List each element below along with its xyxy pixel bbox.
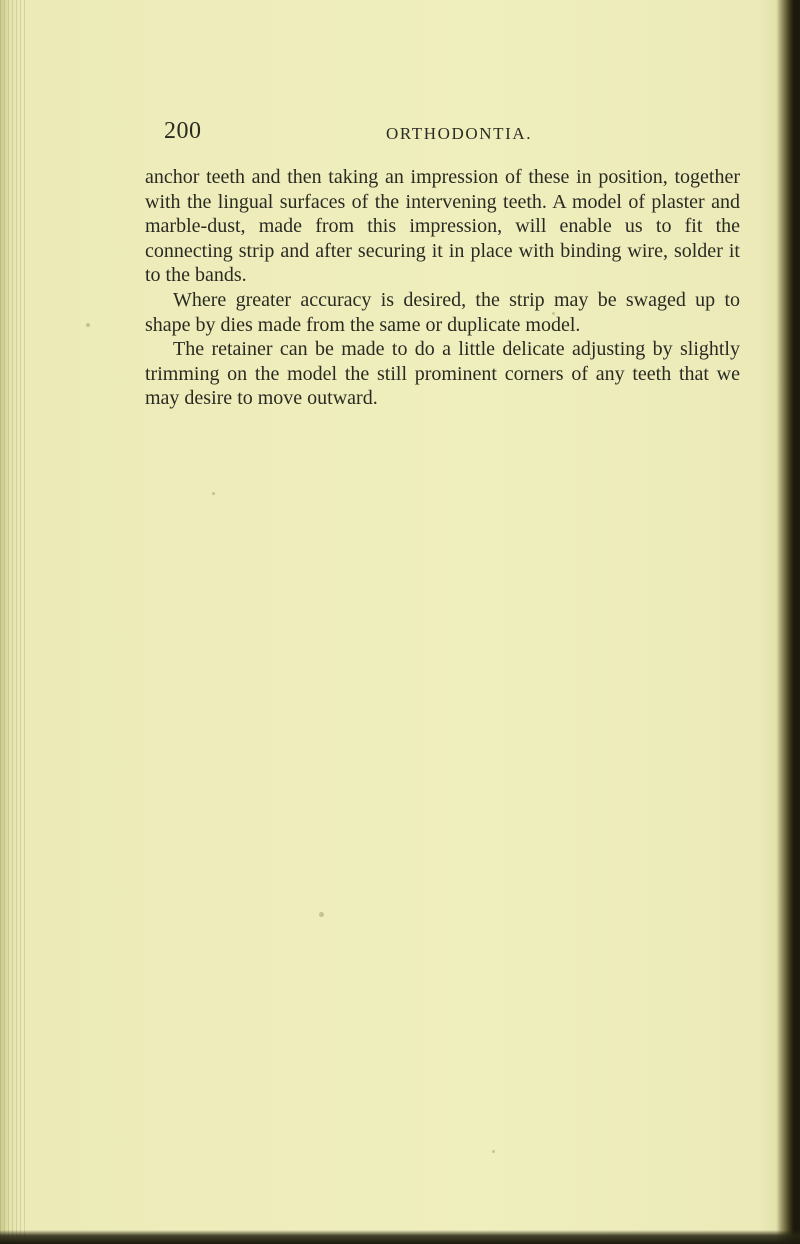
paper-speck xyxy=(319,912,324,917)
body-text xyxy=(145,165,740,411)
running-title: ORTHODONTIA. xyxy=(386,124,533,143)
page-binding-edge xyxy=(0,0,28,1244)
paper-speck xyxy=(492,1150,495,1153)
paragraph: Where greater accuracy is desired, the strip may be swaged up to shape by dies made from the same or duplicate model. xyxy=(145,288,740,336)
page-bottom-edge-shadow xyxy=(0,1230,800,1244)
paper-speck xyxy=(86,323,90,327)
paragraph: anchor teeth and then taking an impression of these in position, together with the lingual surfaces of the intervening teeth. A model of plaster and marble-dust, made from this impression, will enable us to fit the connecting strip and after securing it in place with binding wire, solder it to the bands. xyxy=(145,166,740,287)
paper-speck xyxy=(212,492,215,495)
page-number: 200 xyxy=(164,118,202,144)
paper-speck xyxy=(552,312,555,315)
paragraph: The retainer can be made to do a little delicate adjusting by slightly trimming on the model the still prominent corners of any teeth that we may desire to move outward. xyxy=(145,338,740,410)
page-right-edge-shadow xyxy=(776,0,800,1244)
running-head xyxy=(164,118,764,144)
